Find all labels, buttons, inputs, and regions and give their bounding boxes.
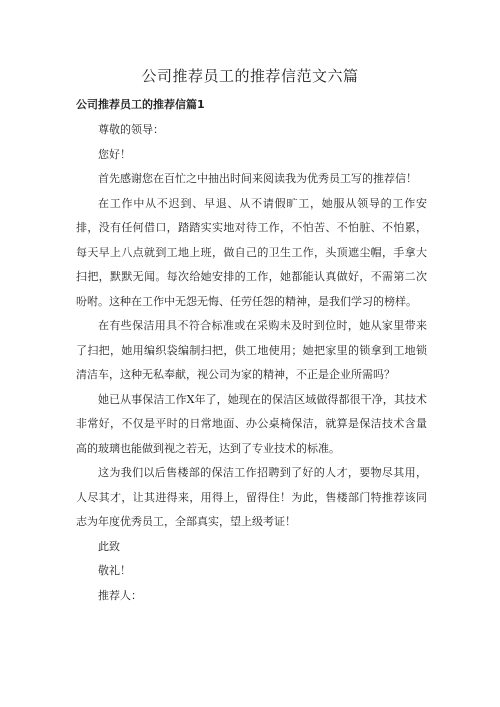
recommender-label: 推荐人：	[98, 588, 142, 602]
paragraph: 她已从事保洁工作X年了，她现在的保洁区域做得都很干净，其技术非常好，不仅是平时的日常地面、办公桌椅保洁，就算是保洁技术含量高的玻璃也能做到视之若无，达到了专业技术的标准。	[76, 392, 427, 455]
paragraph: 在工作中从不迟到、早退、从不请假旷工，她服从领导的工作安排，没有任何借口，踏踏实实地对待工作，不怕苦、不怕脏、不怕累，每天早上八点就到工地上班，做自己的卫生工作，头顶遮尘帽，手拿大扫把，默默无闻。每次给她安排的工作，她都能认真做好，不需第二次吩咐。这种在工作中无怨无悔、任劳任怨的精神，是我们学习的榜样。	[76, 196, 427, 308]
closing-salute: 敬礼！	[98, 564, 131, 577]
closing-line: 此致	[98, 539, 120, 553]
letter-body	[76, 118, 427, 608]
paragraph: 这为我们以后售楼部的保洁工作招聘到了好的人才，要物尽其用，人尽其才，让其进得来，用得上，留得住！为此，售楼部门特推荐该同志为年度优秀员工，全部真实，望上级考证！	[76, 466, 427, 528]
section-heading: 公司推荐员工的推荐信篇1	[76, 98, 205, 111]
salutation: 尊敬的领导：	[98, 123, 164, 136]
greeting: 您好！	[98, 147, 131, 161]
paragraph: 在有些保洁用具不符合标准或在采购未及时到位时，她从家里带来了扫把，她用编织袋编制扫把，供工地使用；她把家里的锁拿到工地锁清洁车，这种无私奉献，视公司为家的精神，不正是企业所需吗？	[76, 319, 427, 381]
paragraph: 首先感谢您在百忙之中抽出时间来阅读我为优秀员工写的推荐信！	[98, 172, 417, 185]
document-title: 公司推荐员工的推荐信范文六篇	[141, 67, 359, 85]
